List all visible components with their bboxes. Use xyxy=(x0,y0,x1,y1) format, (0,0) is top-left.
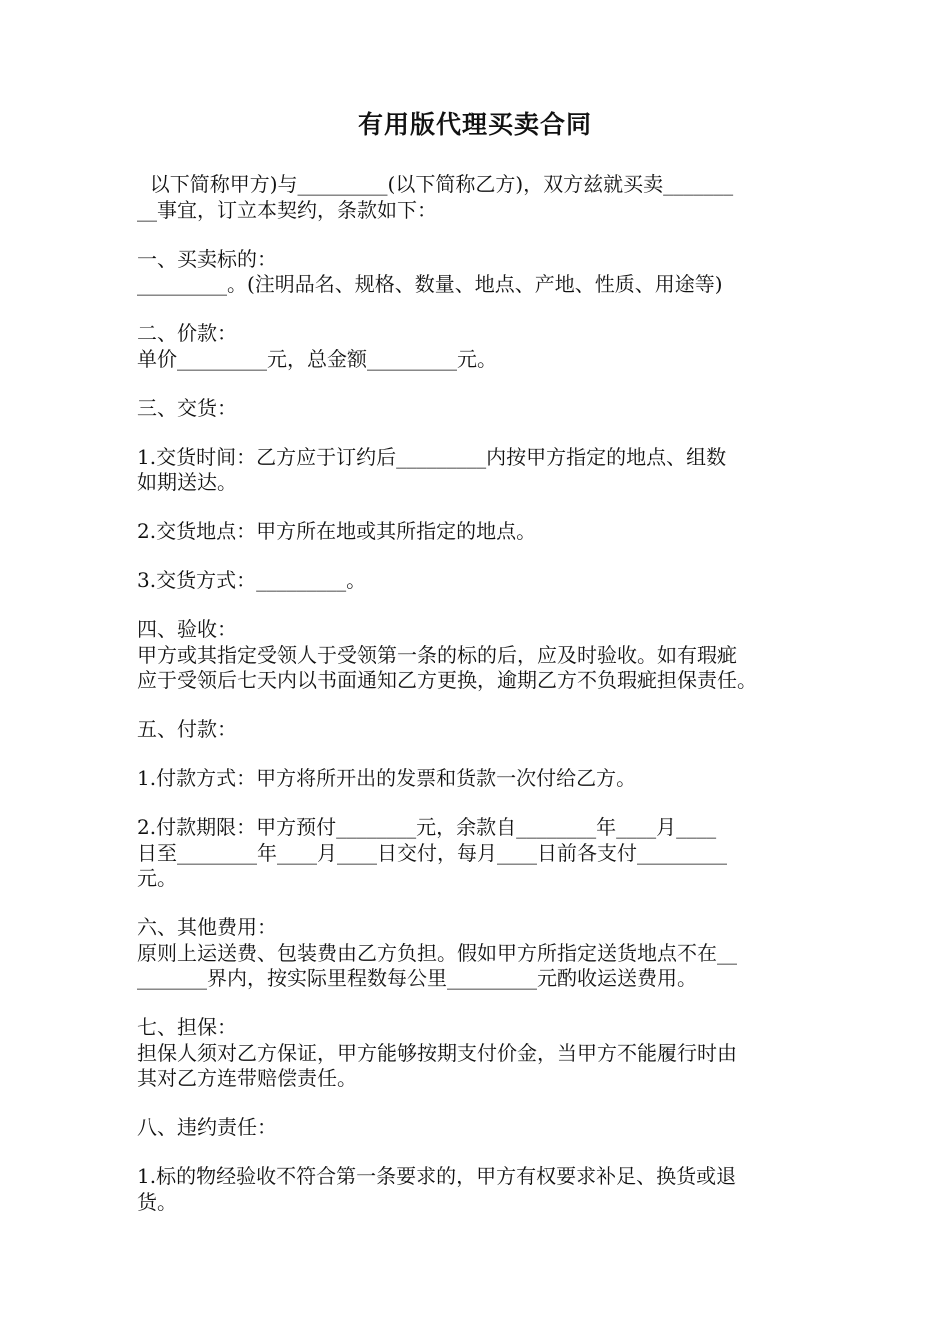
paragraph xyxy=(137,519,817,545)
text-line: 货。 xyxy=(137,1189,177,1214)
paragraph xyxy=(137,915,817,992)
paragraph-gap xyxy=(137,298,817,322)
paragraph xyxy=(137,396,817,422)
text-line: 应于受领后七天内以书面通知乙方更换，逾期乙方不负瑕疵担保责任。 xyxy=(137,668,757,692)
text-line: 如期送达。 xyxy=(137,470,237,494)
paragraph xyxy=(137,172,817,223)
paragraph-gap xyxy=(137,1092,817,1116)
text-line: 一、买卖标的： xyxy=(137,246,277,271)
text-line: 单价_________元，总金额_________元。 xyxy=(137,346,497,371)
text-line: __事宜，订立本契约，条款如下： xyxy=(137,197,437,222)
text-line: 七、担保： xyxy=(137,1015,237,1039)
text-line: 1.标的物经验收不符合第一条要求的，甲方有权要求补足、换货或退 xyxy=(137,1164,737,1188)
text-line: 2.付款期限：甲方预付________元，余款自________年____月____ xyxy=(137,815,717,839)
paragraph-gap xyxy=(137,223,817,247)
paragraph xyxy=(137,568,817,594)
text-line: 其对乙方连带赔偿责任。 xyxy=(137,1066,357,1090)
text-line: 三、交货： xyxy=(137,395,237,420)
text-line: 以下简称甲方)与_________(以下简称乙方)，双方兹就买卖_______ xyxy=(137,172,734,196)
text-line: 六、其他费用： xyxy=(137,915,277,939)
paragraph xyxy=(137,1115,817,1141)
text-line: 3.交货方式：_________。 xyxy=(137,568,367,592)
text-line: 1.交货时间：乙方应于订约后_________内按甲方指定的地点、组数 xyxy=(137,444,727,469)
text-line: 原则上运送费、包装费由乙方负担。假如甲方所指定送货地点不在__ xyxy=(137,940,737,965)
paragraph xyxy=(137,1015,817,1092)
text-line: 日至________年____月____日交付，每月____日前各支付_________ xyxy=(137,840,727,865)
paragraph-gap xyxy=(137,992,817,1016)
paragraph-gap xyxy=(137,743,817,767)
paragraph xyxy=(137,1164,817,1215)
text-line: 五、付款： xyxy=(137,717,237,741)
text-line: 二、价款： xyxy=(137,321,237,345)
paragraph xyxy=(137,815,817,892)
paragraph-gap xyxy=(137,545,817,569)
text-line: 2.交货地点：甲方所在地或其所指定的地点。 xyxy=(137,519,537,543)
paragraph-gap xyxy=(137,496,817,520)
paragraph xyxy=(137,766,817,792)
paragraph-gap xyxy=(137,892,817,916)
paragraph xyxy=(137,617,817,694)
paragraph xyxy=(137,445,817,496)
paragraph-gap xyxy=(137,694,817,718)
paragraph-gap xyxy=(137,594,817,618)
text-line: 担保人须对乙方保证，甲方能够按期支付价金，当甲方不能履行时由 xyxy=(137,1040,737,1065)
text-line: 四、验收： xyxy=(137,617,237,641)
text-line: 八、违约责任： xyxy=(137,1115,277,1139)
paragraph-gap xyxy=(137,372,817,396)
paragraph xyxy=(137,321,817,372)
paragraph xyxy=(137,247,817,298)
text-line: _________。(注明品名、规格、数量、地点、产地、性质、用途等) xyxy=(137,272,723,296)
text-line: 1.付款方式：甲方将所开出的发票和货款一次付给乙方。 xyxy=(137,766,637,790)
paragraph-gap xyxy=(137,1141,817,1165)
paragraph xyxy=(137,717,817,743)
text-line: _______界内，按实际里程数每公里_________元酌收运送费用。 xyxy=(137,966,697,990)
text-line: 甲方或其指定受领人于受领第一条的标的后，应及时验收。如有瑕疵 xyxy=(137,642,737,667)
paragraph-gap xyxy=(137,792,817,816)
document-title: 有用版代理买卖合同 xyxy=(357,110,592,139)
paragraph-gap xyxy=(137,421,817,445)
text-line: 元。 xyxy=(137,866,177,890)
document-body xyxy=(137,172,817,1215)
